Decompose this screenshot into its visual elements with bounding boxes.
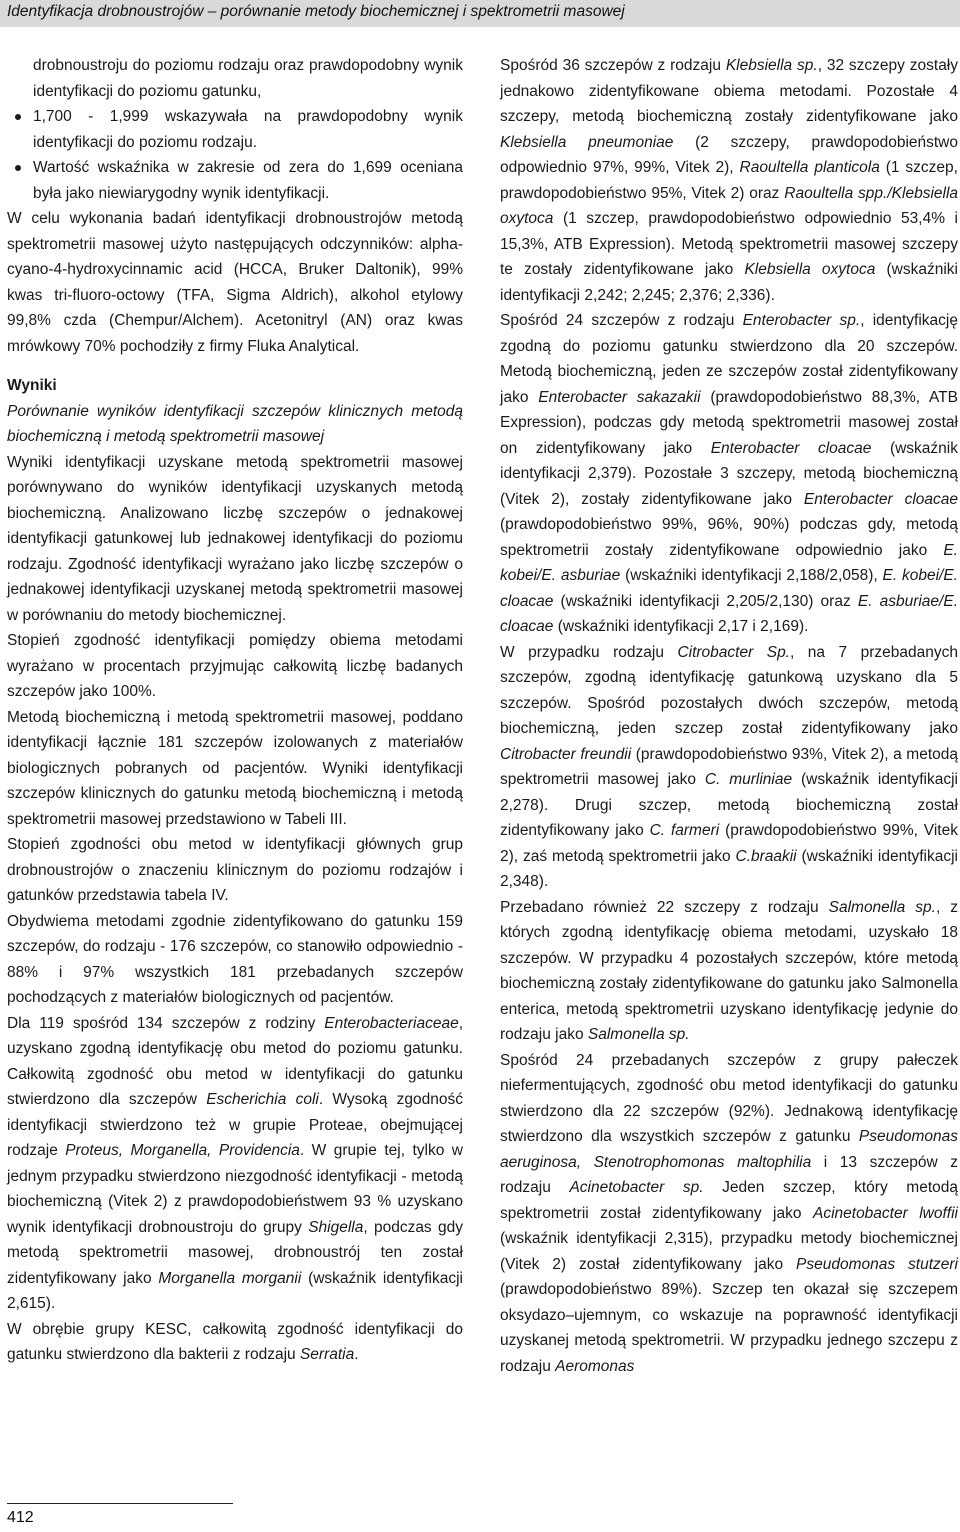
running-header-title: Identyfikacja drobnoustrojów – porównanie metody biochemicznej i spektrometrii masowej xyxy=(7,3,625,20)
body-paragraph: W obrębie grupy KESC, całkowitą zgodność identyfikacji do gatunku stwierdzono dla bakterii z rodzaju Serratia. xyxy=(7,1320,463,1363)
body-paragraph: Metodą biochemiczną i metodą spektrometrii masowej, poddano identyfikacji łącznie 181 szczepów izolowanych z materiałów biologicznych pobranych od pacjentów. Wyniki identyfikacji szczepów klinicznych do gatunku metodą biochemiczną i metodą spektrometrii masowej przedstawiono w Tabeli III. xyxy=(7,708,463,828)
methods-paragraph: W celu wykonania badań identyfikacji drobnoustrojów metodą spektrometrii masowej użyto następujących odczynników: alpha-cyano-4-hydroxycinnamic acid (HCCA, Bruker Daltonik), 99% kwas tri-fluoro-octowy (TFA, Sigma Aldrich), alkohol etylowy 99,8% czda (Chempur/Alchem). Acetonitryl (AN) oraz kwas mrówkowy 70% pochodziły z firmy Fluka Analytical. xyxy=(7,210,463,355)
page-number: 412 xyxy=(7,1509,34,1526)
results-subheading: Porównanie wyników identyfikacji szczepów klinicznych metodą biochemiczną i metodą spektrometrii masowej xyxy=(7,402,463,445)
body-paragraph: Stopień zgodności obu metod w identyfikacji głównych grup drobnoustrojów o znaczeniu klinicznym do poziomu rodzajów i gatunków przedstawia tabela IV. xyxy=(7,836,463,904)
bullet-icon xyxy=(15,165,21,171)
body-paragraph: Spośród 36 szczepów z rodzaju Klebsiella sp., 32 szczepy zostały jednakowo zidentyfikowane obiema metodami. Pozostałe 4 szczepy, metodą biochemiczną zostały zidentyfikowane jako Klebsiella pneumoniae (2 szczepy, prawdopodobieństwo odpowiednio 97%, 99%, Vitek 2), Raoultella planticola (1 szczep, prawdopodobieństwo 95%, Vitek 2) oraz Raoultella spp./Klebsiella oxytoca (1 szczep, prawdopodobieństwo odpowiednio 53,4% i 15,3%, ATB Expression). Metodą spektrometrii masowej szczepy te zostały zidentyfikowane jako Klebsiella oxytoca (wskaźniki identyfikacji 2,242; 2,245; 2,376; 2,336). xyxy=(500,57,959,304)
left-column xyxy=(7,53,463,1368)
body-paragraph: Spośród 24 szczepów z rodzaju Enterobacter sp., identyfikację zgodną do poziomu gatunku stwierdzono dla 20 szczepów. Metodą biochemiczną, jeden ze szczepów został zidentyfikowany jako Enterobacter sakazakii (prawdopodobieństwo 88,3%, ATB Expression), podczas gdy metodą spektrometrii masowej został on zidentyfikowany jako Enterobacter cloacae (wskaźnik identyfikacji 2,379). Pozostałe 3 szczepy, metodą biochemiczną (Vitek 2), zostały zidentyfikowane jako Enterobacter cloacae (prawdopodobieństwo 99%, 96%, 90%) podczas gdy, metodą spektrometrii zostały zidentyfikowane odpowiednio jako E. kobei/E. asburiae (wskaźniki identyfikacji 2,188/2,058), E. kobei/E. cloacae (wskaźniki identyfikacji 2,205/2,130) oraz E. asburiae/E. cloacae (wskaźniki identyfikacji 2,17 i 2,169). xyxy=(500,312,958,635)
list-item: drobnoustroju do poziomu rodzaju oraz prawdopodobny wynik identyfikacji do poziomu gatunku, xyxy=(33,57,463,100)
body-paragraph: Spośród 24 przebadanych szczepów z grupy pałeczek niefermentujących, zgodność obu metod identyfikacji do gatunku stwierdzono dla 22 szczepów (92%). Jednakową identyfikację stwierdzono dla wszystkich szczepów z gatunku Pseudomonas aeruginosa, Stenotrophomonas maltophilia i 13 szczepów z rodzaju Acinetobacter sp. Jeden szczep, który metodą spektrometrii został zidentyfikowany jako Acinetobacter lwoffii (wskaźnik identyfikacji 2,315), przypadku metody biochemicznej (Vitek 2) został zidentyfikowany jako Pseudomonas stutzeri (prawdopodobieństwo 89%). Szczep ten okazał się szczepem oksydazo–ujemnym, co wskazuje na poprawność identyfikacji uzyskanej metodą spektrometrii. W przypadku jednego szczepu z rodzaju Aeromonas xyxy=(500,1051,958,1375)
list-item: Wartość wskaźnika w zakresie od zera do 1,699 oceniana była jako niewiarygodny wynik identyfikacji. xyxy=(7,155,463,206)
running-header-bar xyxy=(0,0,960,27)
body-paragraph: Stopień zgodność identyfikacji pomiędzy obiema metodami wyrażano w procentach przyjmując całkowitą liczbę badanych szczepów jako 100%. xyxy=(7,632,463,700)
results-heading: Wyniki xyxy=(7,377,57,394)
footer-rule xyxy=(7,1503,233,1504)
criteria-list xyxy=(7,53,463,206)
body-paragraph: Przebadano również 22 szczepy z rodzaju Salmonella sp., z których zgodną identyfikację obiema metodami, uzyskało 18 szczepów. W przypadku 4 pozostałych szczepów, które metodą biochemiczną zostały zidentyfikowane do gatunku jako Salmonella enterica, metodą spektrometrii uzyskano identyfikację jedynie do rodzaju jako Salmonella sp. xyxy=(500,898,958,1043)
right-column xyxy=(500,53,958,1379)
body-paragraph: W przypadku rodzaju Citrobacter Sp., na 7 przebadanych szczepów, zgodną identyfikację gatunkową uzyskano dla 5 szczepów. Spośród pozostałych dwóch szczepów, metodą biochemiczną, jeden szczep został zidentyfikowany jako Citrobacter freundii (prawdopodobieństwo 93%, Vitek 2), a metodą spektrometrii masowej jako C. murliniae (wskaźnik identyfikacji 2,278). Drugi szczep, metodą biochemiczną został zidentyfikowany jako C. farmeri (prawdopodobieństwo 99%, Vitek 2), zaś metodą spektrometrii jako C.braakii (wskaźniki identyfikacji 2,348). xyxy=(500,643,959,890)
list-item: 1,700 - 1,999 wskazywała na prawdopodobny wynik identyfikacji do poziomu rodzaju. xyxy=(7,104,463,155)
body-paragraph: Dla 119 spośród 134 szczepów z rodziny Enterobacteriaceae, uzyskano zgodną identyfikację obu metod do poziomu gatunku. Całkowitą zgodność obu metod w identyfikacji do gatunku stwierdzono dla szczepów Escherichia coli. Wysoką zgodność identyfikacji stwierdzono też w grupie Proteae, obejmującej rodzaje Proteus, Morganella, Providencia. W grupie tej, tylko w jednym przypadku stwierdzono niezgodność identyfikacji - metodą biochemiczną (Vitek 2) z prawdopodobieństwem 93 % uzyskano wynik identyfikacji drobnoustroju do grupy Shigella, podczas gdy metodą spektrometrii masowej, drobnoustrój ten został zidentyfikowany jako Morganella morganii (wskaźnik identyfikacji 2,615). xyxy=(7,1014,463,1312)
body-paragraph: Obydwiema metodami zgodnie zidentyfikowano do gatunku 159 szczepów, do rodzaju - 176 szczepów, co stanowiło odpowiednio - 88% i 97% wszystkich 181 przebadanych szczepów pochodzących z materiałów biologicznych od pacjentów. xyxy=(7,912,463,1006)
body-paragraph: Wyniki identyfikacji uzyskane metodą spektrometrii masowej porównywano do wyników identyfikacji uzyskanych metodą biochemiczną. Analizowano liczbę szczepów o jednakowej identyfikacji gatunkowej lub jednakowej identyfikacji do poziomu rodzaju. Zgodność identyfikacji wyrażano jako liczbę szczepów o jednakowej identyfikacji uzyskanej metodą spektrometrii masowej w porównaniu do metody biochemicznej. xyxy=(7,453,463,624)
bullet-icon xyxy=(15,114,21,120)
